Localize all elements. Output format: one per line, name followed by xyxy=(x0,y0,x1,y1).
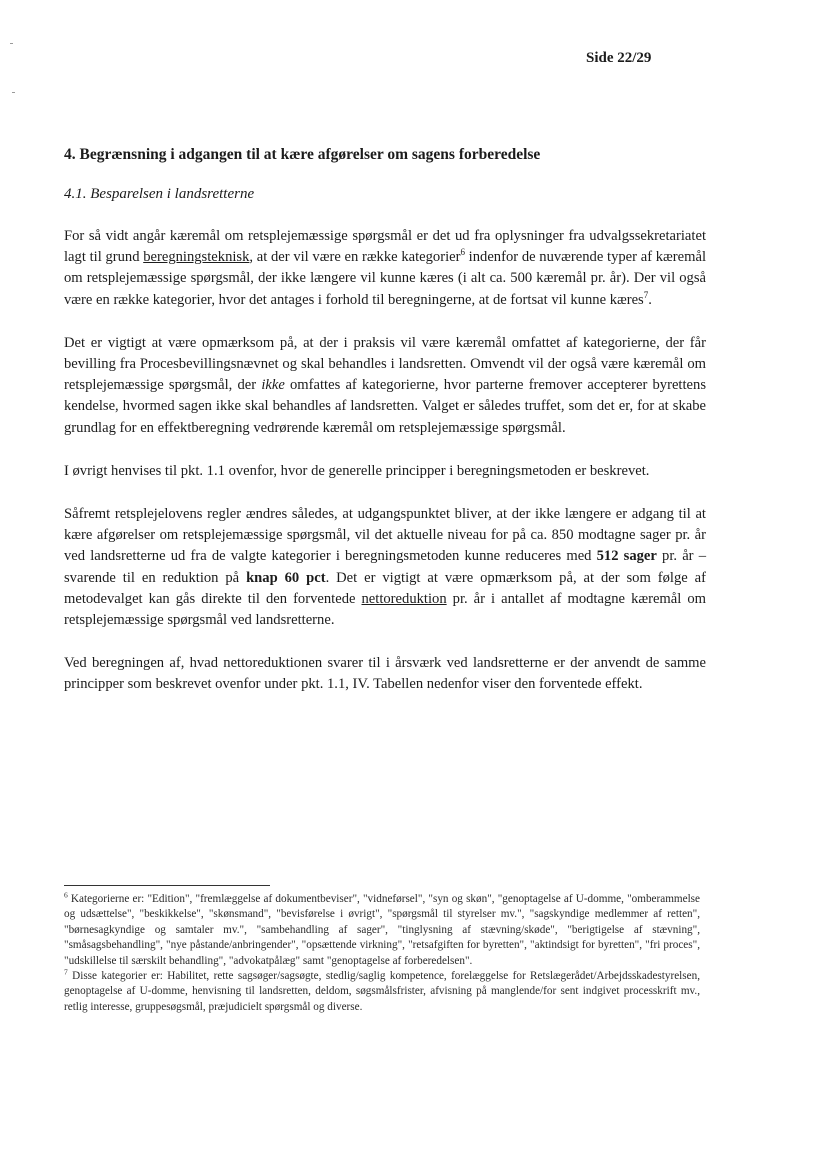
footnote-number: 7 xyxy=(64,967,68,977)
text-run: Det er vigtigt at være opmærksom på, at der i praksis vil være kæremål omfattet af kategorierne, der får bevilling fra Procesbevillingsnævnet og skal behandles i landsretten. Omvendt vil der også være kæremål om retsplejemæssige spørgsmål, der xyxy=(64,334,706,394)
footnote-number: 6 xyxy=(64,890,68,900)
paragraph-1 xyxy=(64,226,706,311)
page-number: Side 22/29 xyxy=(586,50,652,66)
footnote-text: Kategorierne er: "Edition", "fremlæggelse af dokumentbeviser", "vidneførsel", "syn og skøn", "genoptagelse af U-domme, "omberammelse og udsættelse", "beskikkelse", "skønsmand", "bevisførelse i øvrigt", "spørgsmål til styrelser mv.", "sagskyndige medlemmer af retten", "børnesagkyndige og samtaler mv.", "sambehandling af sager", "tinglysning af stævning/skøde", "berigtigelse af stævning", "småsagsbehandling", "nye påstande/anbringender", "opsættende virkning", "retsafgiften for byretten", "aktindsigt for byretten", "fri proces", "udskillelse til særskilt behandling", "advokatpålæg" samt "genoptagelse af forberedelsen". xyxy=(64,893,700,967)
paragraph-2 xyxy=(64,333,706,439)
footnote-7 xyxy=(64,969,700,1015)
subsection-heading: 4.1. Besparelsen i landsretterne xyxy=(64,186,255,202)
main-content xyxy=(64,146,706,718)
text-run: pr. år i antallet af modtagne kæremål om retsplejemæssige spørgsmål ved landsretterne. xyxy=(64,590,706,629)
text-run: For så vidt angår kæremål om retsplejemæssige spørgsmål er det ud fra oplysninger fra udvalgssekretariatet lagt til grund xyxy=(64,228,706,266)
footnote-6 xyxy=(64,892,700,969)
text-run: indenfor de nuværende typer af kæremål om retsplejemæssige spørgsmål, der ikke længere vil kunne kæres (i alt ca. 500 kæremål pr. år). Der vil også være en række kategorier, hvor det antages i forhold til beregningerne, at de fortsat vil kunne kæres xyxy=(64,249,707,308)
scan-speck xyxy=(10,43,13,44)
bold-figure: knap 60 pct xyxy=(246,569,326,586)
text-run: omfattes af kategorierne, hvor parterne fremover accepterer byrettens kendelse, hvormed sagen ikke skal behandles af landsretten. Valget er således truffet, som det er, for at skabe grundlag for en effektberegning vedrørende kæremål om retsplejemæssige spørgsmål. xyxy=(64,377,706,436)
italic-term: ikke xyxy=(261,377,285,394)
underlined-term: nettoreduktion xyxy=(361,590,447,607)
underlined-term: beregningsteknisk xyxy=(143,249,250,266)
footnote-separator xyxy=(64,885,270,886)
paragraph-3: I øvrigt henvises til pkt. 1.1 ovenfor, hvor de generelle principper i beregningsmetoden er beskrevet. xyxy=(64,462,650,479)
paragraph-5: Ved beregningen af, hvad nettoreduktionen svarer til i årsværk ved landsretterne er der anvendt de samme principper som beskrevet ovenfor under pkt. 1.1, IV. Tabellen nedenfor viser den forventede effekt. xyxy=(64,655,706,693)
text-run: , at der vil være en række kategorier xyxy=(249,249,461,266)
footnote-ref-7: 7 xyxy=(643,289,649,300)
paragraph-4 xyxy=(64,504,706,631)
scan-speck xyxy=(12,92,15,93)
footnotes xyxy=(64,892,700,1015)
text-run: Såfremt retsplejelovens regler ændres således, at udgangspunktet bliver, at der ikke længere er adgang til at kære afgørelser om retsplejemæssige spørgsmål, vil det aktuelle niveau for på ca. 850 modtagne sager pr. år ved landsretterne ud fra de valgte kategorier i beregningsmetoden kunne reduceres med xyxy=(64,506,706,565)
text-run: pr. år – svarende til en reduktion på xyxy=(64,548,706,586)
text-run: . xyxy=(648,291,652,308)
section-heading: 4. Begrænsning i adgangen til at kære afgørelser om sagens forberedelse xyxy=(64,146,541,163)
text-run: . Det er vigtigt at være opmærksom på, at der som følge af metodevalget kan gås direkte til den forventede xyxy=(64,569,706,607)
bold-figure: 512 sager xyxy=(596,548,657,565)
footnote-ref-6: 6 xyxy=(460,247,465,258)
footnote-text: Disse kategorier er: Habilitet, rette sagsøger/sagsøgte, stedlig/saglig kompetence, forelæggelse for Retslægerådet/Arbejdsskadestyrelsen, genoptagelse af U-domme, henvisning til landsretten, deldom, søgsmålsfrister, afvisning på manglende/for sent indgivet processkrift mv., retlig interesse, gruppesøgsmål, præjudicielt spørgsmål og diverse. xyxy=(64,970,700,1013)
